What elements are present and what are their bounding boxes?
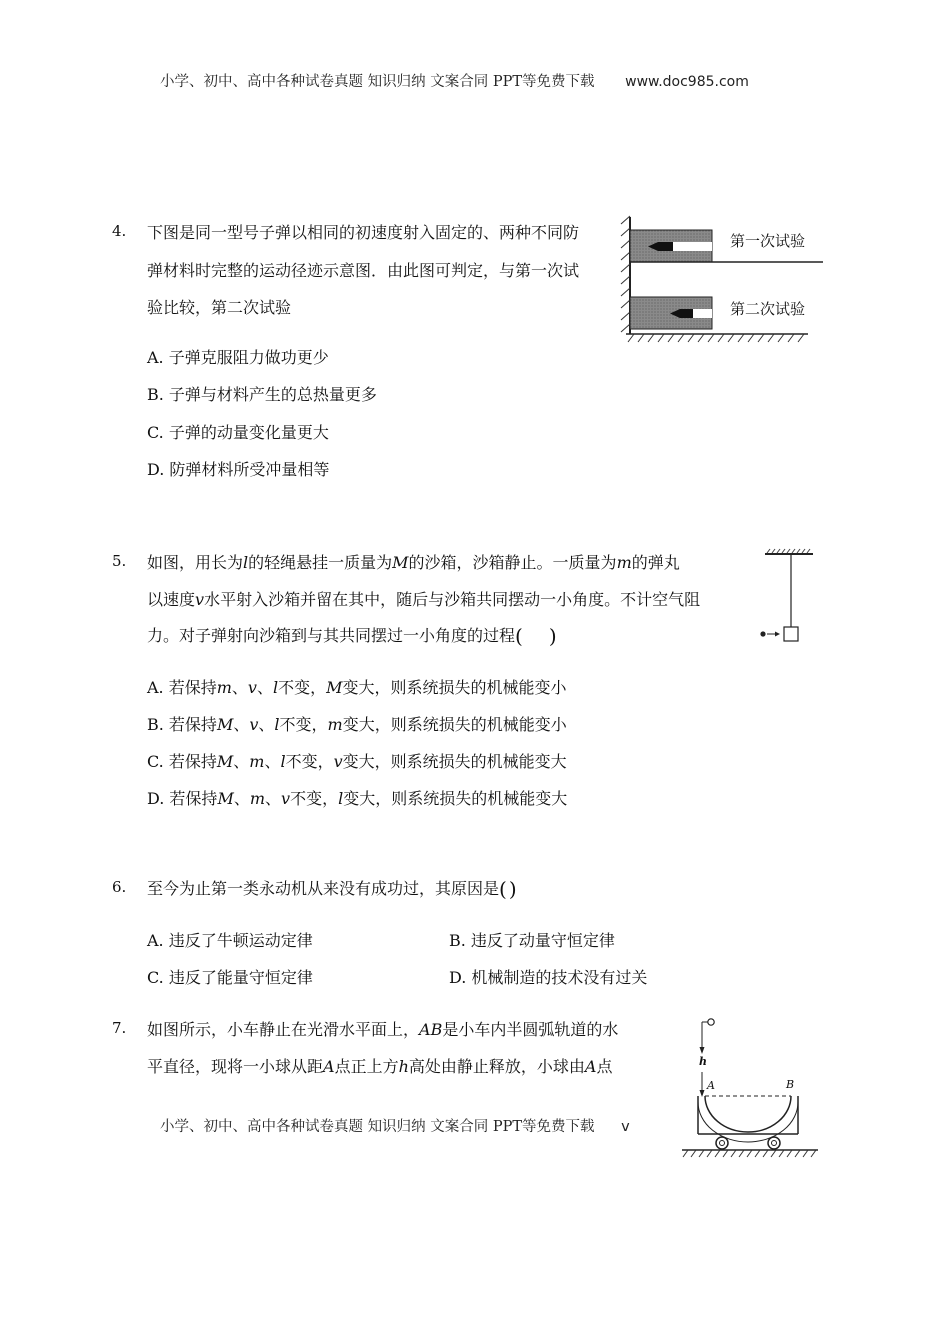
opt-sep: 、 (265, 789, 282, 808)
q5-option-a (147, 675, 567, 698)
opt-var: m (327, 715, 343, 734)
q5-var: v (195, 590, 205, 609)
opt-text: C. 若保持 (147, 752, 217, 771)
q5-option-c (147, 749, 567, 772)
q4-option-a: A. 子弹克服阻力做功更少 (147, 348, 329, 367)
q6-stem (147, 876, 517, 901)
q5-stem-line-1 (147, 550, 680, 573)
page-footer (160, 1115, 630, 1136)
opt-text: B. 若保持 (147, 715, 217, 734)
q7-text: 点 (596, 1057, 613, 1076)
opt-text: 变大，则系统损失的机械能变小 (342, 715, 567, 734)
q5-option-d (147, 786, 567, 809)
q7-var: A (584, 1057, 597, 1076)
q5-var: M (392, 553, 409, 572)
q5-text: 力。对子弹射向沙箱到与其共同摆过一小角度的过程 (147, 626, 516, 645)
opt-var: v (281, 789, 291, 808)
q4-option-b: B. 子弹与材料产生的总热量更多 (147, 385, 377, 404)
q6-paren-open: ( (499, 877, 507, 901)
opt-var: m (249, 752, 265, 771)
opt-text: D. 若保持 (147, 789, 218, 808)
q5-sandbox (784, 627, 798, 641)
q5-option-b (147, 712, 567, 735)
opt-var: m (216, 678, 232, 697)
q6-option-c: C. 违反了能量守恒定律 (147, 968, 313, 987)
q5-text: 的轻绳悬挂一质量为 (248, 553, 393, 572)
opt-sep: 、 (233, 752, 250, 771)
q6-option-a: A. 违反了牛顿运动定律 (147, 931, 313, 950)
q4-stem-line-3: 验比较，第二次试验 (147, 298, 292, 317)
q4-stem-line-2: 弹材料时完整的运动径迹示意图．由此图可判定，与第一次试 (147, 261, 580, 280)
opt-var: v (333, 752, 343, 771)
q6-paren-close: ) (508, 877, 517, 901)
q5-figure (755, 545, 815, 645)
opt-text: 不变， (285, 752, 334, 771)
q4-number: 4. (112, 222, 127, 240)
opt-sep: 、 (231, 678, 248, 697)
opt-sep: 、 (258, 715, 275, 734)
q7-text: 是小车内半圆弧轨道的水 (442, 1020, 619, 1039)
page-header (160, 70, 749, 91)
q6-number: 6. (112, 878, 127, 896)
q7-b-label: B (786, 1078, 795, 1091)
opt-text: 变大，则系统损失的机械能变大 (342, 752, 567, 771)
opt-var: l (272, 678, 279, 697)
q7-h-label: h (699, 1055, 707, 1068)
q5-paren-close: ) (548, 624, 557, 648)
q4-figure (618, 212, 828, 347)
opt-text: 变大，则系统损失的机械能变小 (342, 678, 567, 697)
q6-option-d: D. 机械制造的技术没有过关 (449, 968, 648, 987)
opt-text: 不变， (290, 789, 339, 808)
q7-var: AB (419, 1020, 443, 1039)
q4-option-d: D. 防弹材料所受冲量相等 (147, 460, 330, 479)
q6-option-b: B. 违反了动量守恒定律 (449, 931, 615, 950)
q5-stem-line-3 (147, 623, 557, 648)
q5-var: l (243, 553, 249, 572)
q7-text: 高处由静止释放，小球由 (408, 1057, 585, 1076)
q5-text: 如图，用长为 (147, 553, 244, 572)
opt-var: l (274, 715, 280, 734)
q7-number: 7. (112, 1019, 127, 1037)
opt-var: v (249, 715, 259, 734)
q7-ball (708, 1019, 714, 1025)
q7-text: 点正上方 (334, 1057, 399, 1076)
opt-var: l (338, 789, 344, 808)
q7-stem-line-1 (147, 1017, 618, 1040)
q4-stem-line-1: 下图是同一型号子弹以相同的初速度射入固定的、两种不同防 (147, 223, 580, 242)
q7-var: h (398, 1057, 409, 1076)
opt-text: 不变， (278, 678, 327, 697)
q5-text: 的沙箱，沙箱静止。一质量为 (408, 553, 617, 572)
q5-stem-line-2 (147, 587, 700, 610)
opt-var: M (217, 789, 234, 808)
opt-text: 变大，则系统损失的机械能变大 (343, 789, 568, 808)
footer-trail: v (621, 1119, 630, 1135)
q7-figure (678, 1012, 823, 1162)
opt-sep: 、 (264, 752, 281, 771)
q5-text: 以速度 (147, 590, 196, 609)
q7-a-label: A (707, 1079, 715, 1092)
q5-number: 5. (112, 552, 127, 570)
opt-text: 不变， (279, 715, 328, 734)
header-site[interactable]: www.doc985.com (625, 74, 749, 90)
opt-var: M (216, 752, 234, 771)
q5-var: m (616, 553, 632, 572)
footer-text: 小学、初中、高中各种试卷真题 知识归纳 文案合同 PPT等免费下载 (160, 1119, 595, 1135)
opt-var: v (247, 678, 257, 697)
q4-fig-label-2: 第二次试验 (730, 300, 806, 318)
q7-stem-line-2 (147, 1054, 613, 1077)
header-text: 小学、初中、高中各种试卷真题 知识归纳 文案合同 PPT等免费下载 (160, 74, 595, 90)
q4-fig-label-1: 第一次试验 (730, 232, 806, 250)
q7-text: 如图所示，小车静止在光滑水平面上， (147, 1020, 420, 1039)
opt-var: l (280, 752, 286, 771)
q7-arc-track (705, 1096, 791, 1132)
q5-text: 水平射入沙箱并留在其中，随后与沙箱共同摆动一小角度。不计空气阻 (204, 590, 701, 609)
q5-text: 的弹丸 (631, 553, 680, 572)
opt-var: M (216, 715, 234, 734)
q7-text: 平直径，现将一小球从距 (147, 1057, 324, 1076)
q4-option-c: C. 子弹的动量变化量更大 (147, 423, 329, 442)
q5-paren-open: ( (515, 624, 523, 648)
q5-pellet (760, 631, 765, 636)
q6-text: 至今为止第一类永动机从来没有成功过，其原因是 (147, 879, 500, 898)
opt-sep: 、 (256, 678, 273, 697)
opt-var: m (249, 789, 266, 808)
opt-sep: 、 (233, 715, 250, 734)
opt-var: M (326, 678, 343, 697)
opt-text: A. 若保持 (147, 678, 217, 697)
q7-var: A (323, 1057, 335, 1076)
opt-sep: 、 (233, 789, 250, 808)
